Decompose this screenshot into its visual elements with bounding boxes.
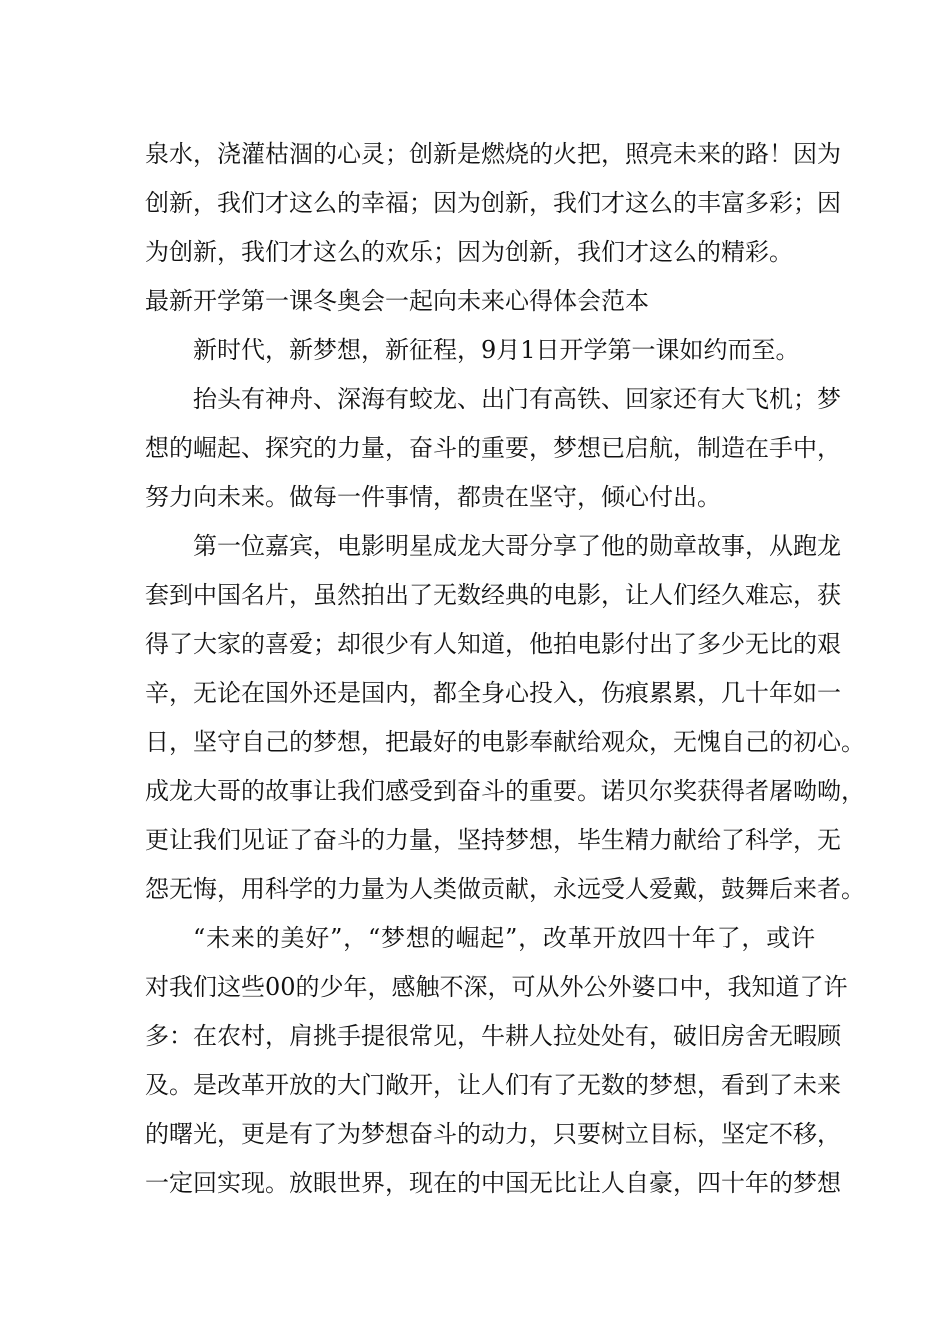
body-line: 更让我们见证了奋斗的力量，坚持梦想，毕生精力献给了科学，无	[145, 826, 841, 854]
body-line: 多：在农村，肩挑手提很常见，牛耕人拉处处有，破旧房舍无暇顾	[145, 1022, 841, 1050]
body-line: 的曙光，更是有了为梦想奋斗的动力，只要树立目标，坚定不移，	[145, 1120, 841, 1148]
body-line: 为创新，我们才这么的欢乐；因为创新，我们才这么的精彩。	[145, 238, 793, 266]
body-line: 辛，无论在国外还是国内，都全身心投入，伤痕累累，几十年如一	[145, 679, 841, 707]
paragraph-first-line: 新时代，新梦想，新征程，9月1日开学第一课如约而至。	[193, 336, 800, 364]
paragraph-first-line: “未来的美好”，“梦想的崛起”，改革开放四十年了，或许	[193, 924, 815, 952]
body-line: 套到中国名片，虽然拍出了无数经典的电影，让人们经久难忘，获	[145, 581, 841, 609]
body-line: 成龙大哥的故事让我们感受到奋斗的重要。诺贝尔奖获得者屠呦呦，	[145, 777, 865, 805]
body-line: 怨无悔，用科学的力量为人类做贡献，永远受人爱戴，鼓舞后来者。	[145, 875, 865, 903]
body-line: 一定回实现。放眼世界，现在的中国无比让人自豪，四十年的梦想	[145, 1169, 841, 1197]
paragraph-first-line: 抬头有神舟、深海有蛟龙、出门有高铁、回家还有大飞机；梦	[193, 385, 841, 413]
document-body	[145, 130, 865, 1208]
body-line: 泉水，浇灌枯涸的心灵；创新是燃烧的火把，照亮未来的路！因为	[145, 140, 841, 168]
section-heading: 最新开学第一课冬奥会一起向未来心得体会范本	[145, 287, 649, 315]
body-line: 想的崛起、探究的力量，奋斗的重要，梦想已启航，制造在手中，	[145, 434, 841, 462]
body-line: 努力向未来。做每一件事情，都贵在坚守，倾心付出。	[145, 483, 721, 511]
paragraph-first-line: 第一位嘉宾，电影明星成龙大哥分享了他的勋章故事，从跑龙	[193, 532, 841, 560]
body-line: 对我们这些00的少年，感触不深，可从外公外婆口中，我知道了许	[145, 973, 848, 1001]
body-line: 得了大家的喜爱；却很少有人知道，他拍电影付出了多少无比的艰	[145, 630, 841, 658]
body-line: 日，坚守自己的梦想，把最好的电影奉献给观众，无愧自己的初心。	[145, 728, 865, 756]
body-line: 创新，我们才这么的幸福；因为创新，我们才这么的丰富多彩；因	[145, 189, 841, 217]
body-line: 及。是改革开放的大门敞开，让人们有了无数的梦想，看到了未来	[145, 1071, 841, 1099]
